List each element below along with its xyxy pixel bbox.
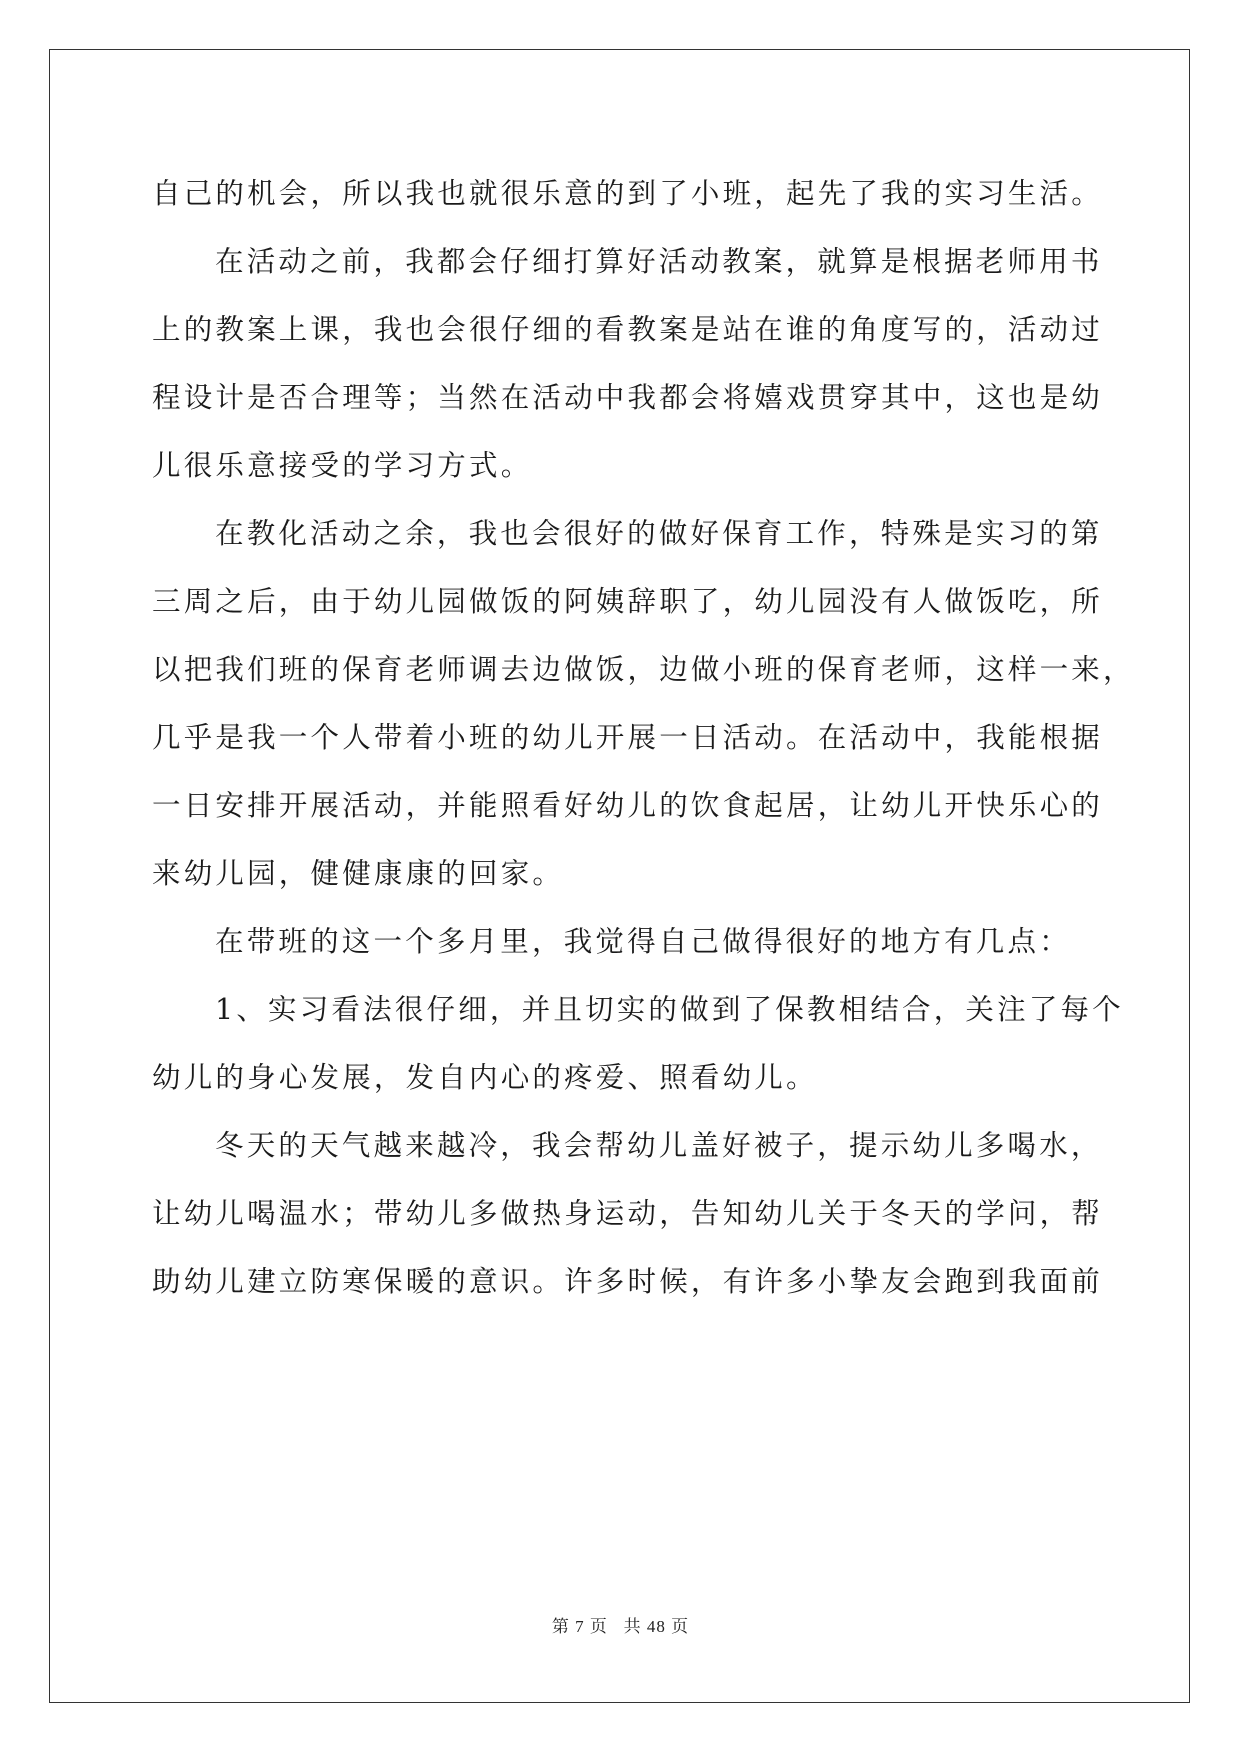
text-line: 让幼儿喝温水；带幼儿多做热身运动，告知幼儿关于冬天的学问，帮 [152,1197,1104,1230]
page-number: 第 7 页 [551,1617,608,1636]
text-line: 冬天的天气越来越冷，我会帮幼儿盖好被子，提示幼儿多喝水， [215,1129,1103,1162]
text-line: 几乎是我一个人带着小班的幼儿开展一日活动。在活动中，我能根据 [152,721,1104,754]
text-line: 来幼儿园，健健康康的回家。 [152,857,565,890]
text-line: 程设计是否合理等；当然在活动中我都会将嬉戏贯穿其中，这也是幼 [152,381,1104,414]
text-line: 助幼儿建立防寒保暖的意识。许多时候，有许多小挚友会跑到我面前 [152,1265,1104,1298]
text-line: 在教化活动之余，我也会很好的做好保育工作，特殊是实习的第 [215,517,1103,550]
text-line: 1、实习看法很仔细，并且切实的做到了保教相结合，关注了每个 [215,993,1124,1026]
text-line: 自己的机会，所以我也就很乐意的到了小班，起先了我的实习生活。 [152,177,1104,210]
text-line: 以把我们班的保育老师调去边做饭，边做小班的保育老师，这样一来， [152,653,1135,686]
page-footer [0,1612,1241,1637]
text-line: 三周之后，由于幼儿园做饭的阿姨辞职了，幼儿园没有人做饭吃，所 [152,585,1104,618]
text-line: 上的教案上课，我也会很仔细的看教案是站在谁的角度写的，活动过 [152,313,1104,346]
text-line: 幼儿的身心发展，发自内心的疼爱、照看幼儿。 [152,1061,818,1094]
text-line: 儿很乐意接受的学习方式。 [152,449,533,482]
document-body [152,160,1135,1316]
text-line: 在活动之前，我都会仔细打算好活动教案，就算是根据老师用书 [215,245,1103,278]
text-line: 一日安排开展活动，并能照看好幼儿的饮食起居，让幼儿开快乐心的 [152,789,1104,822]
text-line: 在带班的这一个多月里，我觉得自己做得很好的地方有几点： [215,925,1071,958]
page-total: 共 48 页 [623,1617,690,1636]
